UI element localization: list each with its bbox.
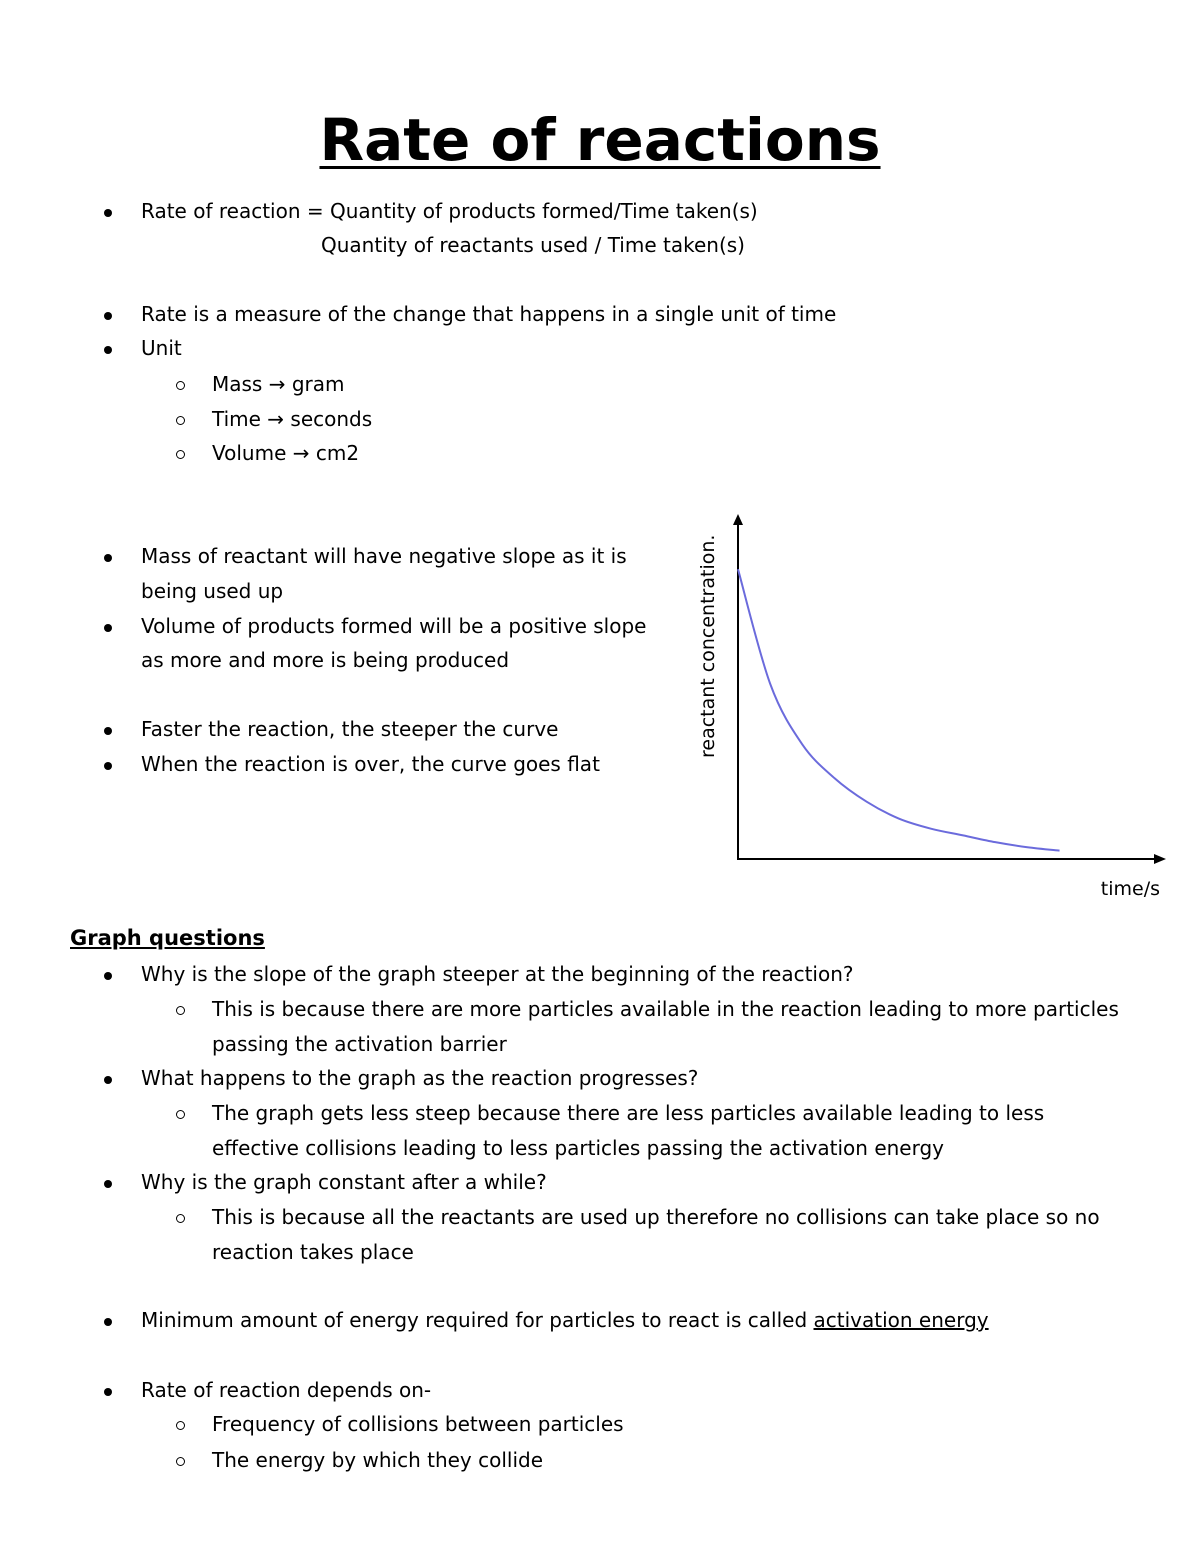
reactant-concentration-chart: [690, 508, 1170, 908]
depends-item-energy: The energy by which they collide: [212, 1448, 544, 1472]
mass-slope-line-1: Mass of reactant will have negative slope as it is: [141, 544, 627, 568]
question-2: What happens to the graph as the reaction progresses?: [141, 1066, 699, 1090]
y-axis-arrow: [733, 514, 743, 525]
faster-curve-text: Faster the reaction, the steeper the curve: [141, 717, 559, 741]
bullet-dot: [104, 336, 112, 360]
bullet-circle: [176, 1412, 185, 1436]
graph-questions-heading: Graph questions: [70, 926, 265, 950]
depends-label: Rate of reaction depends on-: [141, 1378, 432, 1402]
bullet-dot: [104, 1378, 112, 1402]
question-3: Why is the graph constant after a while?: [141, 1170, 547, 1194]
unit-item-volume: Volume → cm2: [212, 441, 360, 465]
bullet-circle: [176, 372, 185, 396]
bullet-dot: [104, 752, 112, 776]
bullet-circle: [176, 1101, 185, 1125]
depends-item-frequency: Frequency of collisions between particles: [212, 1412, 624, 1436]
question-1: Why is the slope of the graph steeper at the beginning of the reaction?: [141, 962, 854, 986]
bullet-circle: [176, 441, 185, 465]
bullet-dot: [104, 1308, 112, 1332]
bullet-circle: [176, 407, 185, 431]
activation-energy-term: activation energy: [813, 1308, 989, 1332]
unit-item-mass: Mass → gram: [212, 372, 345, 396]
bullet-dot: [104, 1170, 112, 1194]
page-title: Rate of reactions: [319, 106, 881, 174]
bullet-dot: [104, 717, 112, 741]
mass-slope-line-2: being used up: [141, 579, 284, 603]
x-axis-arrow: [1154, 854, 1166, 864]
answer-2-line-1: The graph gets less steep because there are less particles available leading to less: [212, 1101, 1045, 1125]
formula-line-1: Rate of reaction = Quantity of products formed/Time taken(s): [141, 199, 758, 223]
measure-text: Rate is a measure of the change that happens in a single unit of time: [141, 302, 837, 326]
series-line-reactant-concentration: [738, 569, 1060, 850]
answer-2-line-2: effective collisions leading to less particles passing the activation energy: [212, 1136, 945, 1160]
bullet-dot: [104, 962, 112, 986]
bullet-circle: [176, 997, 185, 1021]
bullet-dot: [104, 614, 112, 638]
answer-3-line-2: reaction takes place: [212, 1240, 414, 1264]
x-axis-label: time/s: [1100, 878, 1160, 900]
bullet-circle: [176, 1205, 185, 1229]
flat-curve-text: When the reaction is over, the curve goes flat: [141, 752, 600, 776]
unit-label: Unit: [141, 336, 182, 360]
answer-3-line-1: This is because all the reactants are used up therefore no collisions can take place so no: [212, 1205, 1100, 1229]
answer-1-line-1: This is because there are more particles available in the reaction leading to more particles: [212, 997, 1119, 1021]
bullet-dot: [104, 302, 112, 326]
volume-slope-line-1: Volume of products formed will be a positive slope: [141, 614, 647, 638]
bullet-dot: [104, 199, 112, 223]
volume-slope-line-2: as more and more is being produced: [141, 648, 510, 672]
bullet-circle: [176, 1448, 185, 1472]
unit-item-time: Time → seconds: [212, 407, 373, 431]
y-axis-label: reactant concentration.: [697, 534, 719, 758]
answer-1-line-2: passing the activation barrier: [212, 1032, 507, 1056]
formula-line-2: Quantity of reactants used / Time taken(s): [321, 233, 745, 257]
bullet-dot: [104, 1066, 112, 1090]
bullet-dot: [104, 544, 112, 568]
activation-energy-text: Minimum amount of energy required for particles to react is called activation energy: [141, 1308, 989, 1332]
